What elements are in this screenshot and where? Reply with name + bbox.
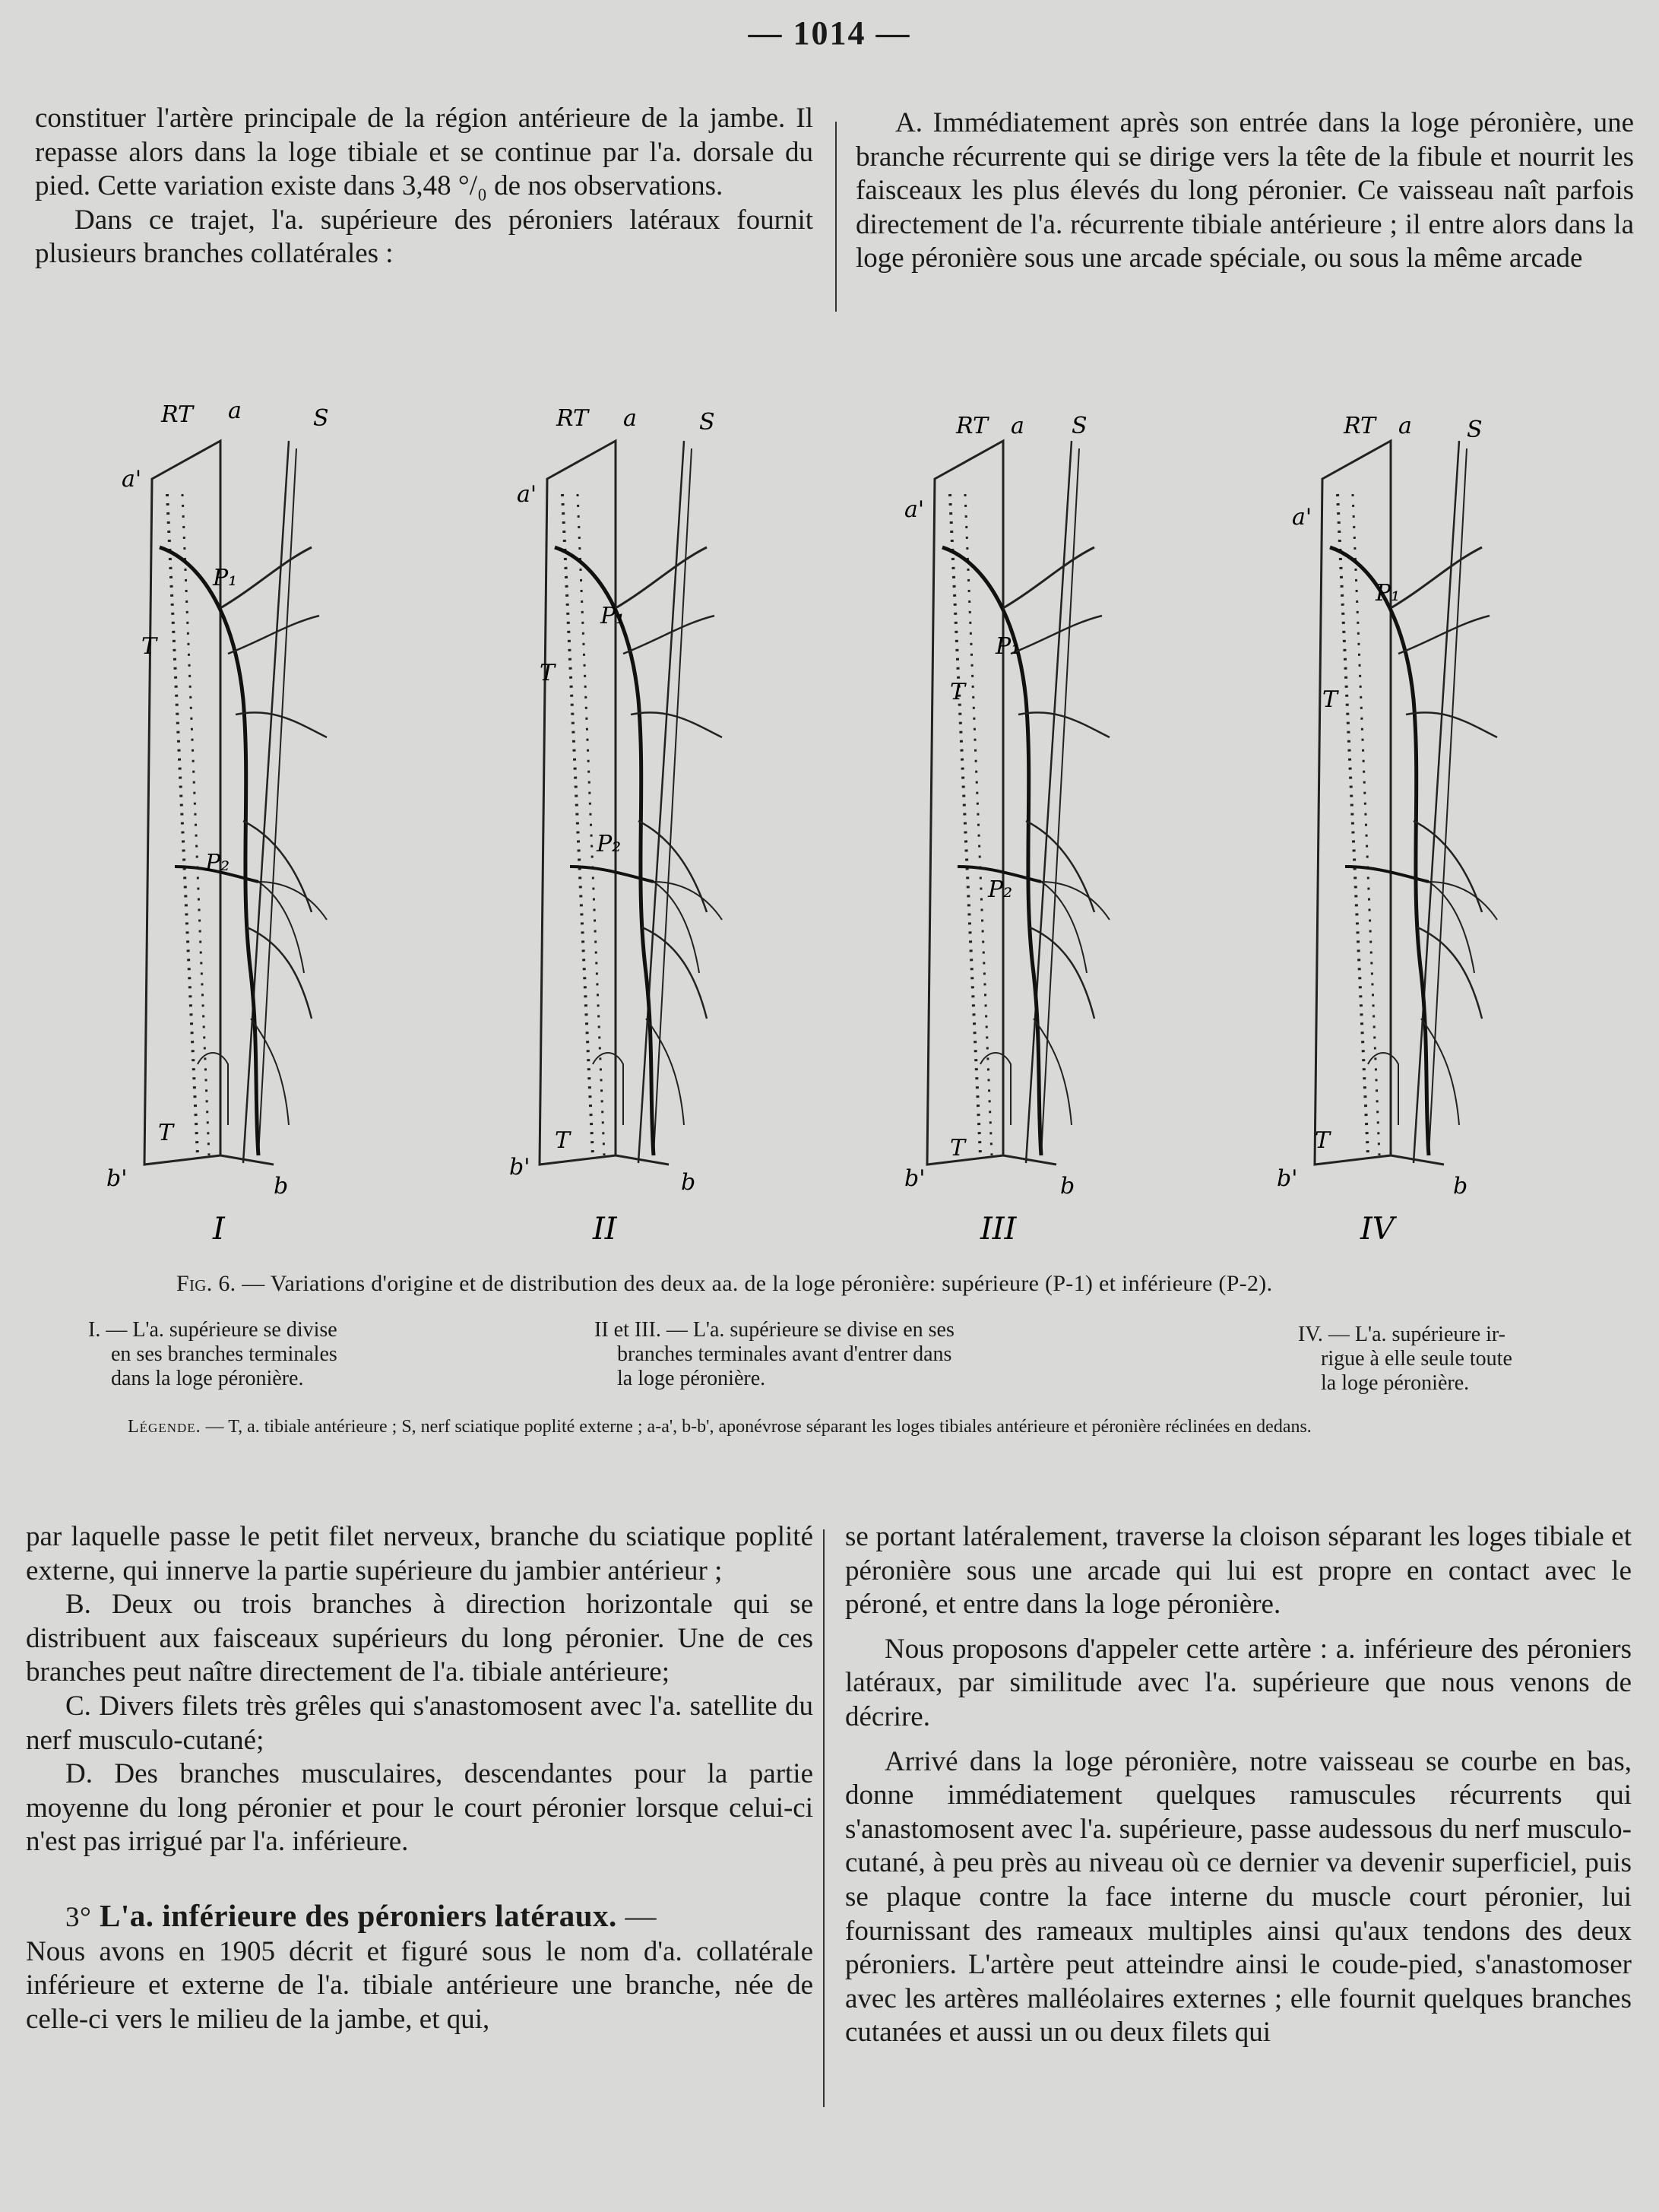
paragraph: B. Deux ou trois branches à direction horizontale qui se distribuent aux faisceaux supérieurs du long péronier. Une de ces branches peut naître directement de l'a. tibiale antérieure; bbox=[26, 1589, 813, 1688]
text-column-bottom-left bbox=[26, 1520, 813, 2036]
label-p1: P₁ bbox=[1376, 580, 1401, 607]
legend-line: en ses branches terminales bbox=[111, 1342, 337, 1366]
label-rt: RT bbox=[161, 401, 194, 428]
label-p2: P₂ bbox=[205, 850, 230, 876]
text-column-top-left bbox=[35, 102, 813, 271]
label-a-prime: a' bbox=[904, 496, 925, 523]
legend-line: I. — L'a. supérieure se divise bbox=[88, 1318, 337, 1342]
paragraph: A. Immédiatement après son entrée dans la loge péronière, une branche récurrente qui se dirige vers la tête de la fibule et nourrit les faisceaux les plus élevés du long péronier. Ce vaisseau naît parfois directement de l'a. récurrente tibiale antérieure ; il entre alors dans la loge péronière sous une arcade spéciale, ou sous la même arcade bbox=[856, 107, 1634, 274]
paragraph: D. Des branches musculaires, descendantes pour la partie moyenne du long péronier et pour le court péronier lorsque celui-ci n'est pas irrigué par l'a. inférieure. bbox=[26, 1758, 813, 1858]
label-b-prime: b' bbox=[106, 1165, 128, 1192]
label-t-top: T bbox=[540, 660, 556, 686]
legend-line: la loge péronière. bbox=[617, 1367, 766, 1390]
label-a-prime: a' bbox=[122, 466, 142, 493]
label-s: S bbox=[1072, 413, 1088, 439]
figure-panel bbox=[106, 398, 329, 1247]
label-p1: P₁ bbox=[213, 565, 238, 591]
label-a: a bbox=[1011, 413, 1024, 439]
column-divider bbox=[823, 1529, 825, 2107]
label-b: b bbox=[274, 1173, 289, 1199]
legend-line: rigue à elle seule toute bbox=[1321, 1347, 1512, 1371]
paragraph: Dans ce trajet, l'a. supérieure des péroniers latéraux fournit plusieurs branches collatérales : bbox=[35, 204, 813, 270]
paragraph: C. Divers filets très grêles qui s'anastomosent avec l'a. satellite du nerf musculo-cutané; bbox=[26, 1690, 813, 1756]
label-t-bottom: T bbox=[555, 1127, 571, 1154]
paragraph: Nous proposons d'appeler cette artère : a. inférieure des péroniers latéraux, par similitude avec l'a. supérieure que nous venons de décrire. bbox=[845, 1633, 1632, 1732]
legend-label: Légende. bbox=[128, 1417, 201, 1437]
label-t-top: T bbox=[141, 633, 157, 660]
legend-line: II et III. — L'a. supérieure se divise en ses bbox=[594, 1318, 955, 1342]
label-b: b bbox=[1060, 1173, 1075, 1199]
label-a: a bbox=[623, 405, 637, 432]
figure-legend-key bbox=[88, 1415, 1578, 1438]
section-title: L'a. inférieure des péroniers latéraux. bbox=[100, 1897, 617, 1933]
label-t-bottom: T bbox=[158, 1120, 174, 1146]
label-a: a bbox=[228, 398, 242, 424]
legend-panel-iv bbox=[1298, 1323, 1587, 1396]
label-rt: RT bbox=[1344, 413, 1376, 439]
label-s: S bbox=[699, 409, 715, 436]
caption-label: Fig. 6. bbox=[176, 1271, 236, 1296]
label-t-top: T bbox=[1322, 686, 1338, 713]
text-column-top-right bbox=[856, 106, 1634, 276]
panel-number: II bbox=[593, 1212, 617, 1247]
paragraph: se portant latéralement, traverse la cloison séparant les loges tibiale et péronière sous une arcade qui lui est propre en contact avec le péroné, et entre dans la loge péronière. bbox=[845, 1521, 1632, 1621]
label-p2: P₂ bbox=[988, 876, 1013, 903]
caption-text: — Variations d'origine et de distribution des deux aa. de la loge péronière: supérieure (P-1) et inférieure (P-2). bbox=[236, 1271, 1273, 1296]
legend-panel-i bbox=[88, 1318, 438, 1391]
label-a-prime: a' bbox=[1292, 504, 1312, 531]
label-b-prime: b' bbox=[904, 1165, 926, 1192]
label-p1: P₁ bbox=[600, 603, 625, 629]
label-t-bottom: T bbox=[950, 1135, 966, 1161]
legend-line: dans la loge péronière. bbox=[111, 1367, 304, 1390]
label-b-prime: b' bbox=[1277, 1165, 1298, 1192]
label-p1: P₁ bbox=[996, 633, 1021, 660]
anatomical-figure bbox=[76, 380, 1596, 1262]
paragraph: par laquelle passe le petit filet nerveux, branche du sciatique poplité externe, qui innerve la partie supérieure du jambier antérieur ; bbox=[26, 1521, 813, 1586]
figure-panel bbox=[1277, 413, 1497, 1247]
figure-drawing bbox=[76, 380, 1596, 1262]
figure-panel bbox=[509, 405, 722, 1247]
legend-line: branches terminales avant d'entrer dans bbox=[617, 1342, 952, 1366]
legend-text: — T, a. tibiale antérieure ; S, nerf sciatique poplité externe ; a-a', b-b', aponévrose séparant les loges tibiales antérieure et péronière réclinées en dedans. bbox=[201, 1417, 1312, 1437]
paragraph: Arrivé dans la loge péronière, notre vaisseau se courbe en bas, donne immédiatement quelques ramuscules récurrents qui s'anastomosent avec l'a. supérieure, passe audessous du nerf musculo-cutané, à peu près au niveau où ce dernier va devenir superficiel, puis se plaque contre la face interne du muscle court péronier, lui fournissant des rameaux multiples ainsi qu'aux tendons des deux péroniers. L'artère peut atteindre ainsi le coude-pied, s'anastomoser avec les artères malléolaires externes ; elle fournit quelques branches cutanées et aussi un ou deux filets qui bbox=[845, 1745, 1632, 2049]
legend-line: IV. — L'a. supérieure ir- bbox=[1298, 1323, 1505, 1346]
section-heading bbox=[26, 1899, 813, 1935]
paragraph: Nous avons en 1905 décrit et figuré sous le nom d'a. collatérale inférieure et externe de l'a. tibiale antérieure une branche, née de celle-ci vers le milieu de la jambe, et qui, bbox=[26, 1935, 813, 2035]
label-a-prime: a' bbox=[517, 481, 537, 508]
panel-number: III bbox=[980, 1212, 1017, 1247]
legend-line: la loge péronière. bbox=[1321, 1371, 1470, 1395]
column-divider bbox=[835, 122, 837, 312]
label-b-prime: b' bbox=[509, 1154, 530, 1180]
panel-number: I bbox=[213, 1212, 225, 1247]
page-number: — 1014 — bbox=[748, 14, 911, 52]
label-t-bottom: T bbox=[1315, 1127, 1331, 1154]
legend-panel-ii-iii bbox=[594, 1318, 1111, 1391]
label-b: b bbox=[1453, 1173, 1468, 1199]
label-t-top: T bbox=[950, 679, 966, 705]
panel-number: IV bbox=[1360, 1212, 1395, 1247]
text-column-bottom-right bbox=[845, 1520, 1632, 2050]
section-dash: — bbox=[616, 1897, 657, 1933]
label-rt: RT bbox=[956, 413, 989, 439]
label-s: S bbox=[1467, 417, 1483, 443]
paragraph: constituer l'artère principale de la région antérieure de la jambe. Il repasse alors dans la loge tibiale et se continue par l'a. dorsale du pied. Cette variation existe dans 3,48 °/₀ de nos observations. bbox=[35, 103, 813, 202]
figure-panel bbox=[904, 413, 1110, 1247]
label-rt: RT bbox=[556, 405, 589, 432]
label-a: a bbox=[1398, 413, 1412, 439]
label-b: b bbox=[681, 1169, 696, 1196]
section-number: 3° bbox=[65, 1901, 92, 1933]
label-s: S bbox=[313, 405, 329, 432]
label-p2: P₂ bbox=[597, 831, 622, 857]
figure-caption bbox=[176, 1271, 1514, 1297]
